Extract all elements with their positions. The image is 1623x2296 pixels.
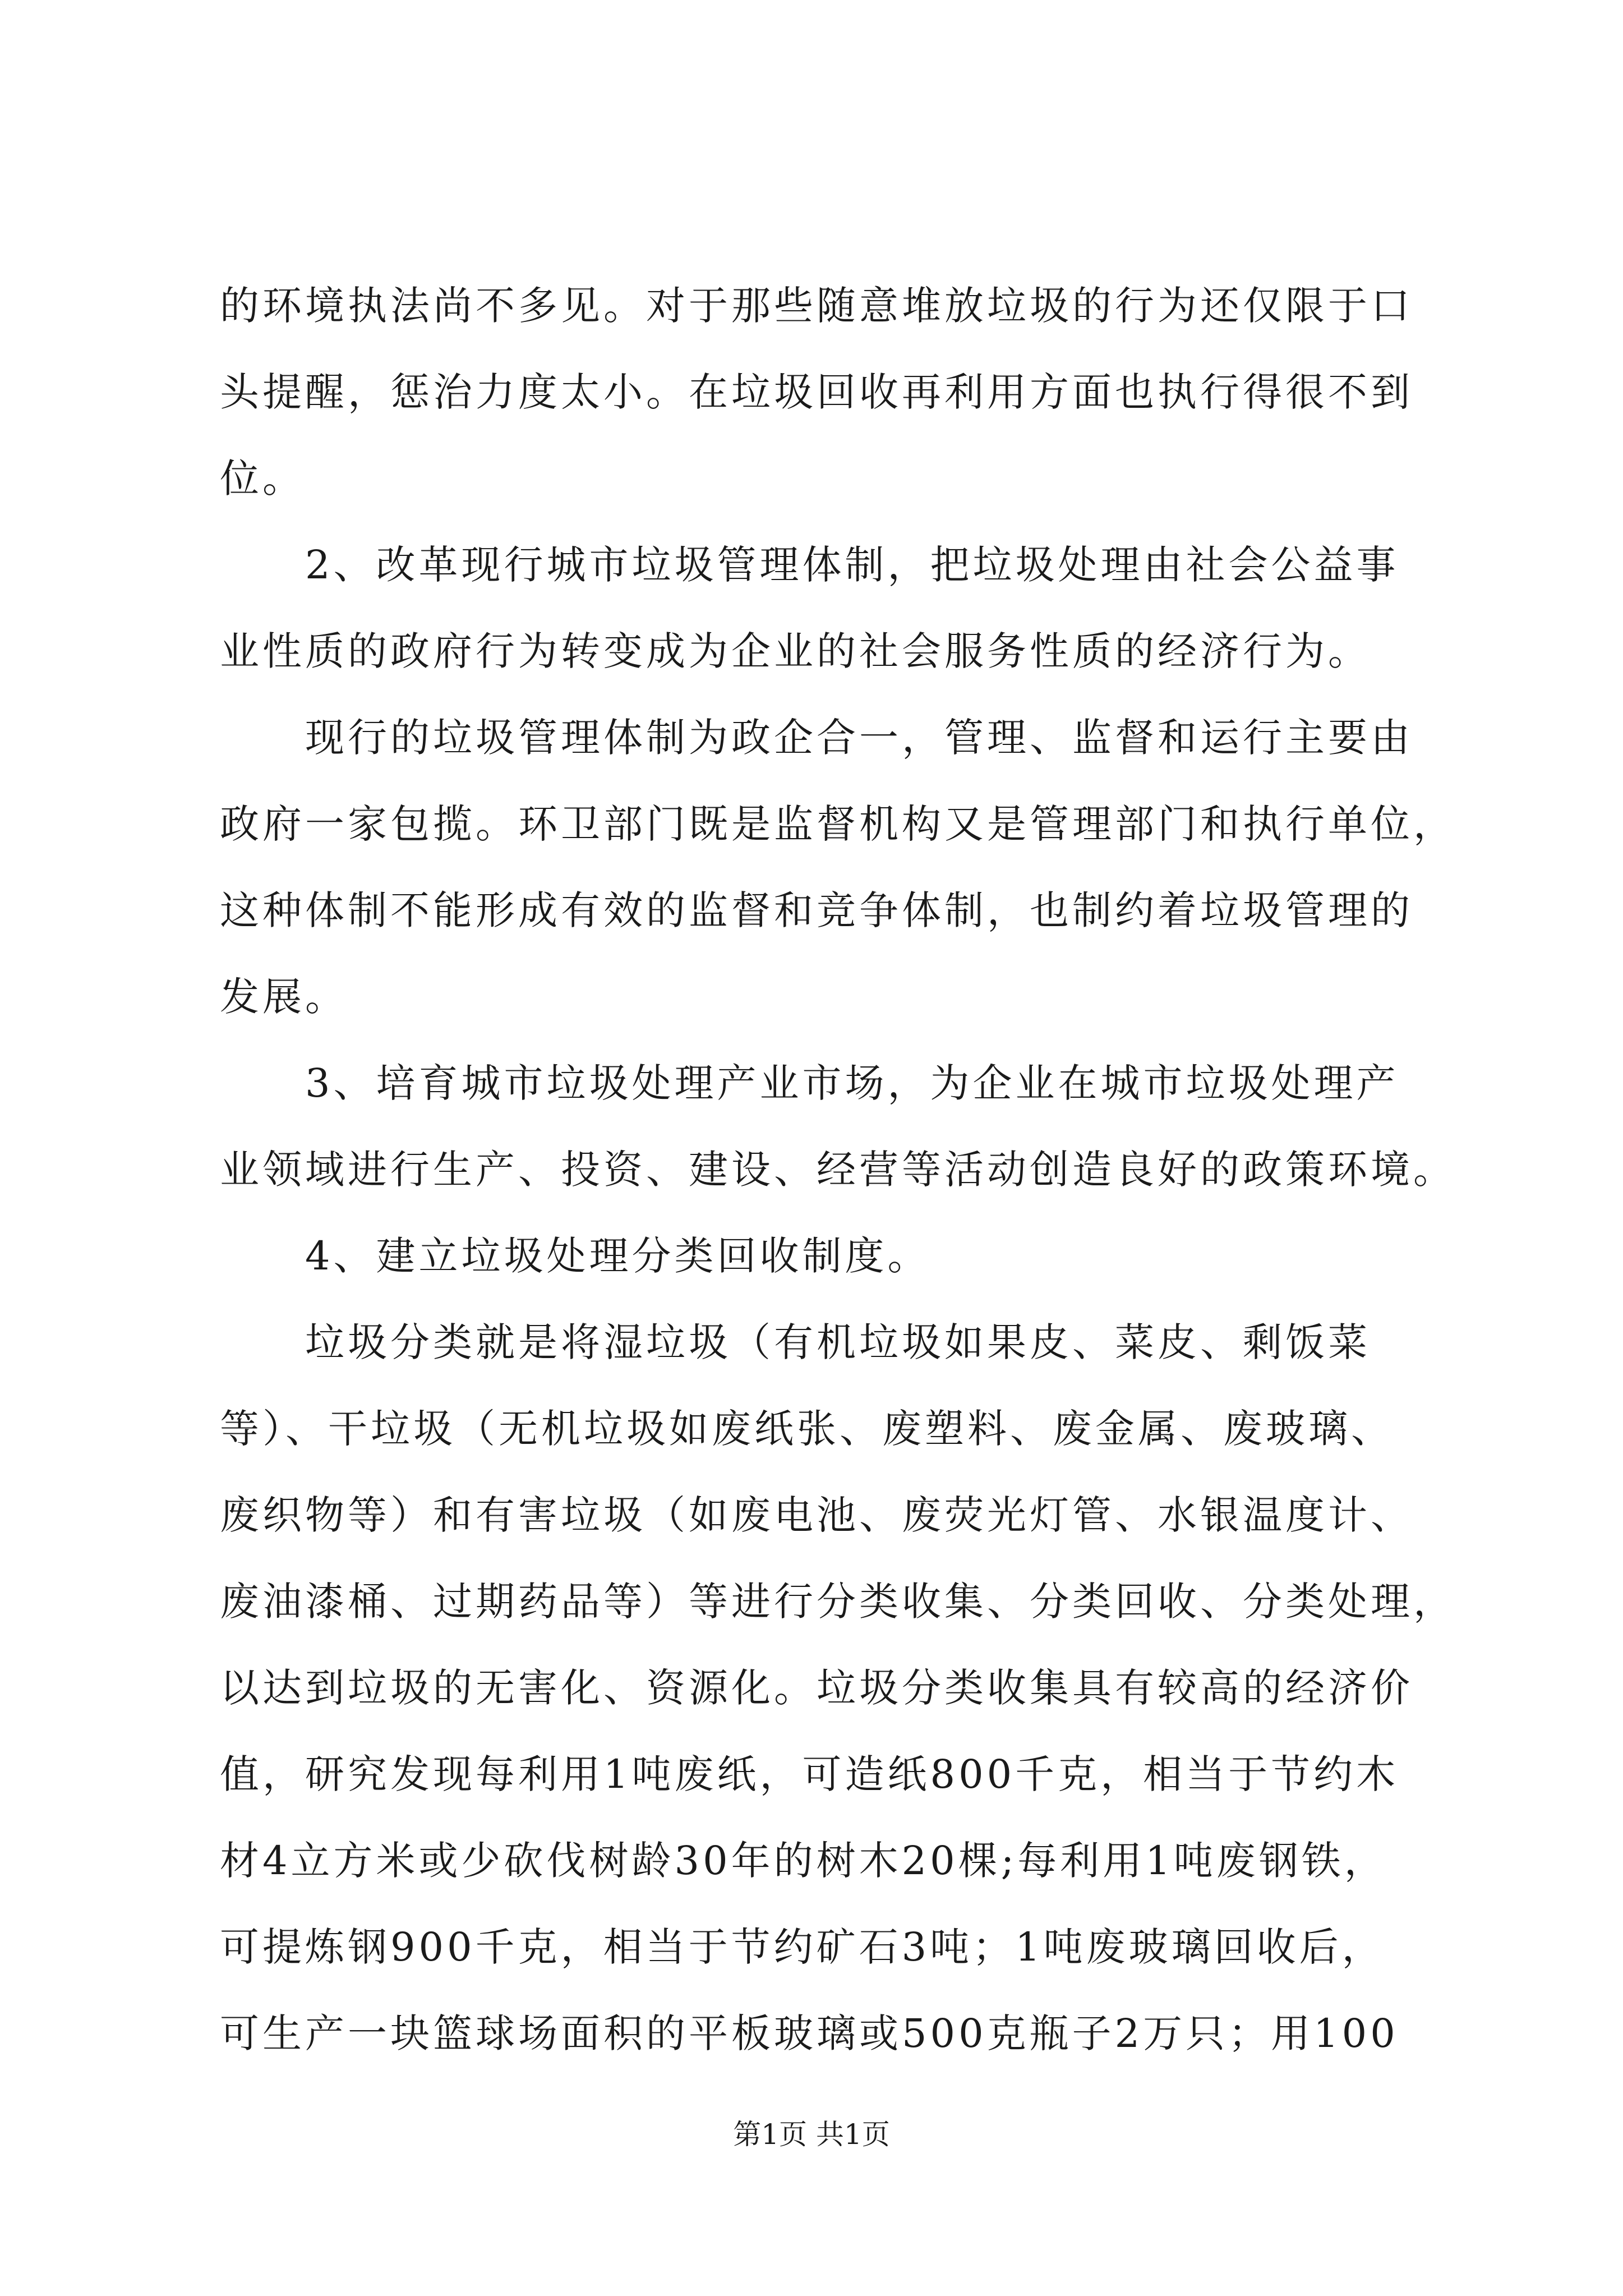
text-line: 2、改革现行城市垃圾管理体制，把垃圾处理由社会公益事 bbox=[220, 542, 1399, 588]
text-line: 3、培育城市垃圾处理产业市场，为企业在城市垃圾处理产 bbox=[220, 1060, 1399, 1106]
text-line: 垃圾分类就是将湿垃圾（有机垃圾如果皮、菜皮、剩饭菜 bbox=[220, 1319, 1371, 1365]
text-line: 4、建立垃圾处理分类回收制度。 bbox=[220, 1233, 930, 1279]
text-line: 废织物等）和有害垃圾（如废电池、废荧光灯管、水银温度计、 bbox=[220, 1492, 1413, 1538]
document-body bbox=[220, 263, 1456, 2077]
text-line: 的环境执法尚不多见。对于那些随意堆放垃圾的行为还仅限于口 bbox=[220, 283, 1413, 329]
text-line: 头提醒，惩治力度太小。在垃圾回收再利用方面也执行得很不到 bbox=[220, 369, 1413, 415]
text-line: 位。 bbox=[220, 455, 305, 501]
text-line: 现行的垃圾管理体制为政企合一，管理、监督和运行主要由 bbox=[220, 715, 1413, 761]
text-line: 材4立方米或少砍伐树龄30年的树木20棵;每利用1吨废钢铁， bbox=[220, 1838, 1387, 1884]
text-line: 业领域进行生产、投资、建设、经营等活动创造良好的政策环境。 bbox=[220, 1147, 1456, 1193]
text-line: 废油漆桶、过期药品等）等进行分类收集、分类回收、分类处理， bbox=[220, 1579, 1456, 1625]
page-footer: 第1页 共1页 bbox=[733, 2118, 890, 2151]
text-line: 政府一家包揽。环卫部门既是监督机构又是管理部门和执行单位， bbox=[220, 801, 1456, 847]
text-line: 等）、干垃圾（无机垃圾如废纸张、废塑料、废金属、废玻璃、 bbox=[220, 1406, 1394, 1452]
text-line: 可生产一块篮球场面积的平板玻璃或500克瓶子2万只；用100 bbox=[220, 2010, 1399, 2056]
text-line: 值，研究发现每利用1吨废纸，可造纸800千克，相当于节约木 bbox=[220, 1751, 1399, 1797]
text-line: 这种体制不能形成有效的监督和竞争体制，也制约着垃圾管理的 bbox=[220, 887, 1413, 933]
text-line: 以达到垃圾的无害化、资源化。垃圾分类收集具有较高的经济价 bbox=[220, 1665, 1413, 1711]
text-line: 发展。 bbox=[220, 974, 348, 1020]
text-line: 业性质的政府行为转变成为企业的社会服务性质的经济行为。 bbox=[220, 628, 1371, 674]
text-line: 可提炼钢900千克，相当于节约矿石3吨；1吨废玻璃回收后， bbox=[220, 1924, 1385, 1970]
